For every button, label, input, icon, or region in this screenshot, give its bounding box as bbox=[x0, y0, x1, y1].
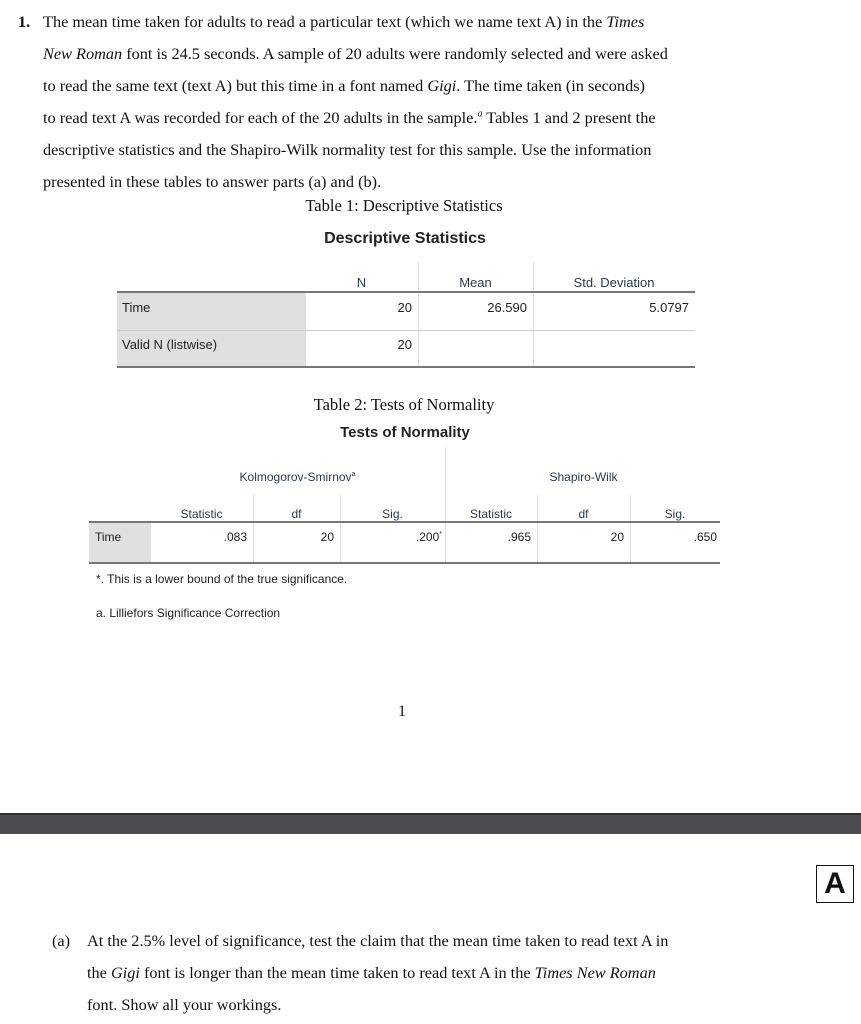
table1-caption: Table 1: Descriptive Statistics bbox=[305, 196, 503, 215]
row-label: Time bbox=[122, 300, 151, 315]
group-header-sw: Shapiro-Wilk bbox=[549, 470, 618, 484]
group-header-ks: Kolmogorov-Smirnov$^a$ bbox=[239, 470, 356, 484]
cell-ks-statistic: .083 bbox=[223, 530, 247, 544]
question-number: 1. bbox=[18, 12, 31, 31]
question-line: New Roman font is 24.5 seconds. A sample of 20 adults were randomly selected and were asked bbox=[43, 44, 668, 63]
table2-title: Tests of Normality bbox=[340, 424, 470, 441]
cell-mean: 26.590 bbox=[487, 300, 527, 315]
page-number: 1 bbox=[398, 703, 406, 720]
footnote-lilliefors: a. Lilliefors Significance Correction bbox=[96, 606, 281, 620]
cell-sw-sig: .650 bbox=[693, 530, 717, 544]
cell-sd: 5.0797 bbox=[649, 300, 689, 315]
question-line: to read the same text (text A) but this time in a font named Gigi. The time taken (in seconds) bbox=[43, 76, 645, 95]
col-header-mean: Mean bbox=[459, 275, 492, 290]
cell-sw-df: 20 bbox=[610, 530, 624, 544]
question-line: descriptive statistics and the Shapiro-Wilk normality test for this sample. Use the information bbox=[43, 140, 652, 159]
table2-caption: Table 2: Tests of Normality bbox=[313, 395, 495, 414]
page-separator bbox=[0, 813, 861, 834]
answer-box: A bbox=[816, 865, 854, 903]
row-label: Time bbox=[95, 530, 122, 544]
part-a-line: font. Show all your workings. bbox=[87, 995, 282, 1014]
col-header: Statistic bbox=[469, 507, 512, 521]
col-header: Sig. bbox=[664, 507, 686, 521]
question-line: to read text A was recorded for each of the 20 adults in the sample.$^a$ Tables 1 and 2 present the bbox=[43, 108, 656, 127]
row-label: Valid N (listwise) bbox=[122, 337, 218, 352]
cell-n: 20 bbox=[397, 300, 412, 315]
question-line: presented in these tables to answer parts (a) and (b). bbox=[43, 172, 382, 191]
col-header: Statistic bbox=[180, 507, 223, 521]
col-header: df bbox=[291, 507, 302, 521]
cell-sw-statistic: .965 bbox=[507, 530, 531, 544]
part-a-label: (a) bbox=[52, 931, 71, 950]
cell-ks-sig: .200* bbox=[415, 530, 442, 544]
col-header: Sig. bbox=[382, 507, 403, 521]
cell-n: 20 bbox=[397, 337, 412, 352]
col-header: df bbox=[578, 507, 589, 521]
col-header-std: Std. Deviation bbox=[573, 275, 655, 290]
col-header-n: N bbox=[356, 275, 367, 290]
part-a-line: At the 2.5% level of significance, test the claim that the mean time taken to read text A in bbox=[87, 931, 669, 950]
table1-title: Descriptive Statistics bbox=[324, 230, 486, 247]
part-a-line: the Gigi font is longer than the mean time taken to read text A in the Times New Roman bbox=[87, 963, 656, 982]
cell-ks-df: 20 bbox=[320, 530, 334, 544]
question-line: The mean time taken for adults to read a particular text (which we name text A) in the Times bbox=[43, 12, 645, 31]
footnote-significance: *. This is a lower bound of the true significance. bbox=[96, 572, 348, 586]
